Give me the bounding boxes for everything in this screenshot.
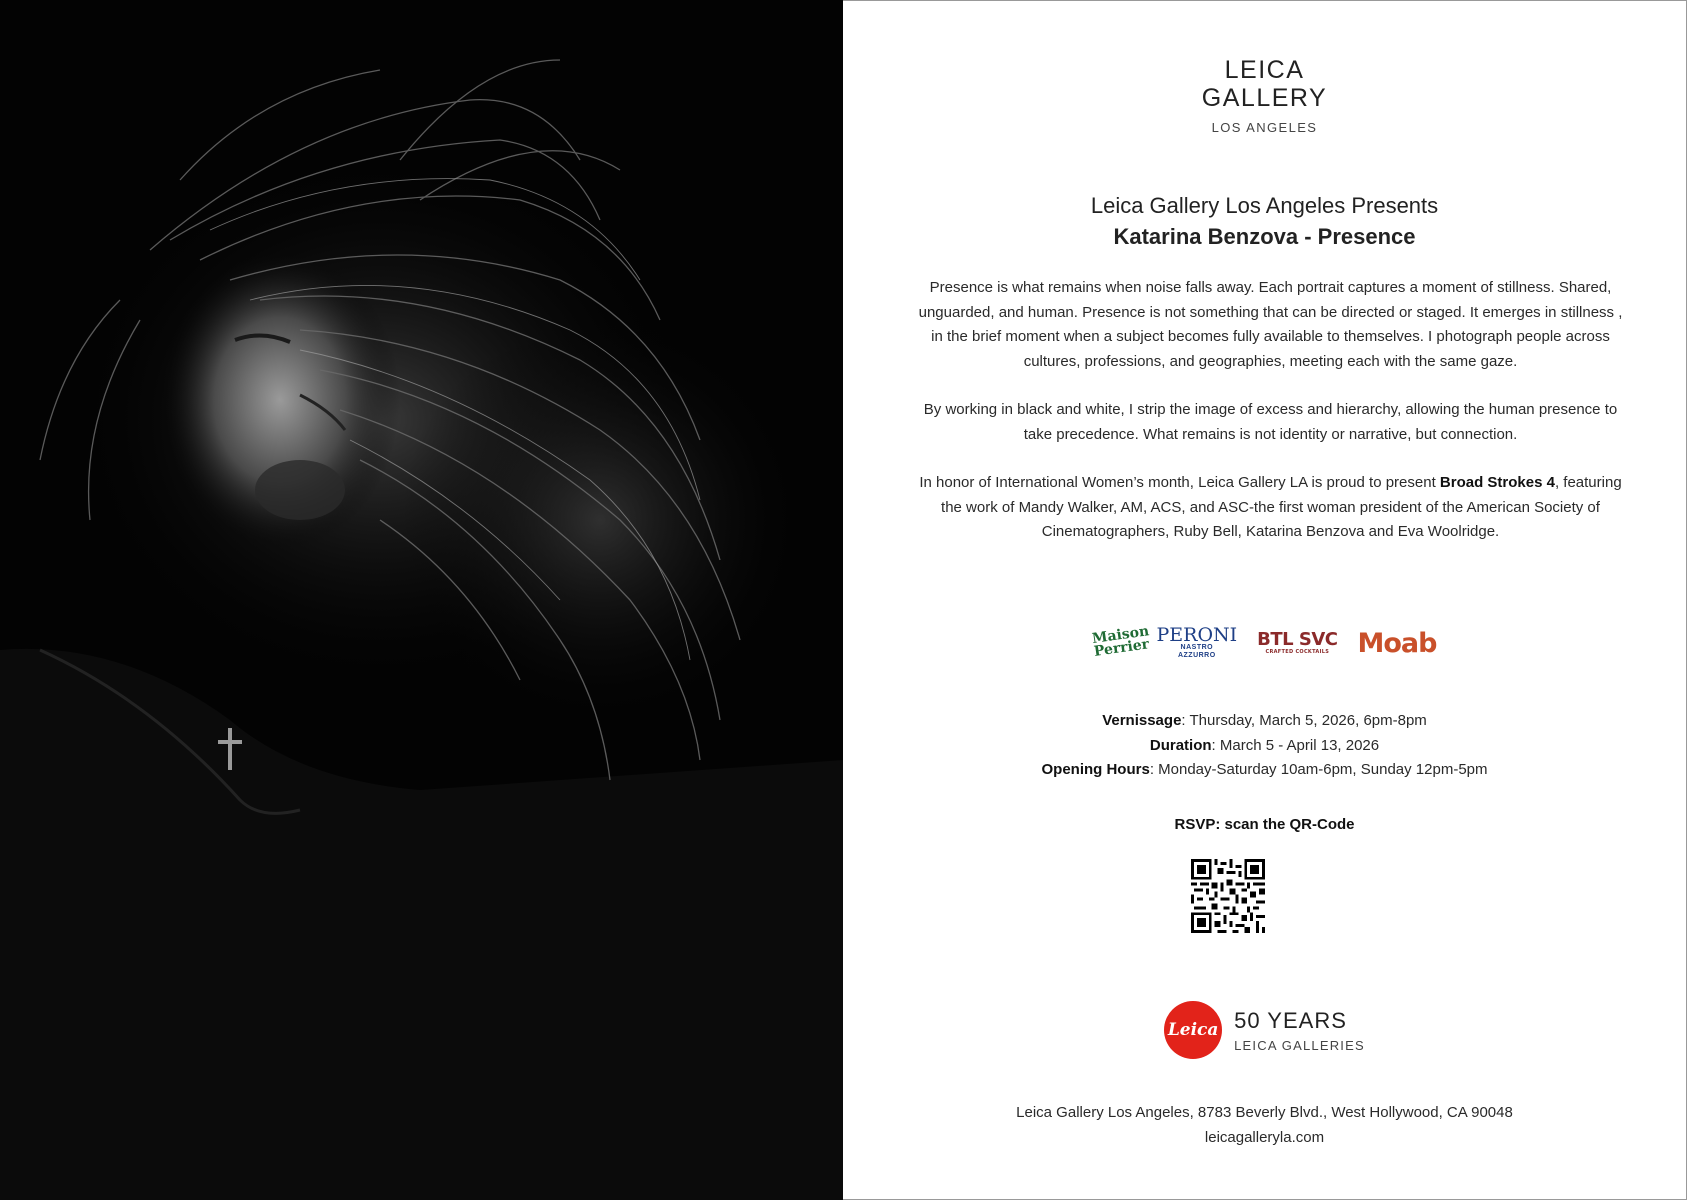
peroni-name: PERONI bbox=[1156, 624, 1238, 646]
fifty-years-badge bbox=[843, 1001, 1686, 1059]
anniversary-sub: LEICA GALLERIES bbox=[1234, 1037, 1365, 1053]
btl-name: BTL SVC bbox=[1257, 629, 1338, 650]
qr-code-icon[interactable] bbox=[1191, 859, 1265, 933]
duration-label: Duration bbox=[1149, 736, 1212, 754]
btl-svc-logo bbox=[1257, 631, 1337, 655]
hours-label: Opening Hours bbox=[1041, 761, 1150, 778]
gallery-address: Leica Gallery Los Angeles, 8783 Beverly Blvd., West Hollywood, CA 90048 bbox=[1016, 1104, 1513, 1121]
leica-logo-icon: Leica bbox=[1164, 1001, 1222, 1059]
portrait-image bbox=[0, 0, 843, 1200]
gallery-website[interactable]: leicagalleryla.com bbox=[1204, 1128, 1325, 1146]
exhibition-title: Katarina Benzova - Presence bbox=[1113, 224, 1416, 249]
brand-city: LOS ANGELES bbox=[1211, 120, 1318, 135]
brand-line-1: LEICA bbox=[1224, 56, 1305, 84]
footer bbox=[843, 1101, 1686, 1150]
hours-value: : Monday-Saturday 10am-6pm, Sunday 12pm-5pm bbox=[1149, 761, 1488, 778]
moab-logo: Moab bbox=[1357, 627, 1437, 659]
duration-value: : March 5 - April 13, 2026 bbox=[1211, 736, 1380, 754]
peroni-logo bbox=[1157, 626, 1238, 660]
brand-line-2: GALLERY bbox=[1201, 84, 1328, 112]
duration-line bbox=[843, 734, 1686, 759]
leica-gallery-logo bbox=[843, 56, 1686, 135]
anniversary-text bbox=[1234, 1008, 1365, 1053]
info-panel bbox=[843, 0, 1687, 1200]
headline bbox=[843, 191, 1686, 253]
anniversary-main: 50 YEARS bbox=[1234, 1007, 1347, 1033]
peroni-sub-1: NASTRO bbox=[1180, 644, 1214, 651]
paragraph-3-intro: In honor of International Women’s month, Leica Gallery LA is proud to present bbox=[919, 474, 1440, 491]
vernissage-line bbox=[843, 709, 1686, 734]
peroni-sub-2: AZZURRO bbox=[1177, 652, 1216, 659]
hours-line bbox=[843, 758, 1686, 783]
description-paragraph-1: Presence is what remains when noise falls away. Each portrait captures a moment of stillness. Shared, unguarded, and human. Presence is not something that can be directed or staged. It emerges in stillness , in the brief moment when a subject becomes fully available to themselves. I photograph people across cultures, professions, and geographies, meeting each with the same gaze. bbox=[918, 279, 1623, 370]
btl-sub: CRAFTED COCKTAILS bbox=[1265, 649, 1330, 655]
vernissage-label: Vernissage bbox=[1102, 712, 1182, 729]
exhibition-description bbox=[913, 276, 1628, 569]
vernissage-value: : Thursday, March 5, 2026, 6pm-8pm bbox=[1181, 712, 1427, 729]
broad-strokes-title: Broad Strokes 4 bbox=[1439, 474, 1555, 491]
event-details bbox=[843, 709, 1686, 783]
description-paragraph-3 bbox=[913, 471, 1628, 545]
rsvp-text: RSVP: scan the QR-Code bbox=[1174, 816, 1355, 833]
presents-line: Leica Gallery Los Angeles Presents bbox=[1090, 193, 1439, 218]
description-paragraph-2: By working in black and white, I strip the image of excess and hierarchy, allowing the human presence to take precedence. What remains is not identity or narrative, but connection. bbox=[923, 401, 1618, 443]
maison-perrier-logo: Maison Perrier bbox=[1090, 623, 1150, 660]
portrait-photo bbox=[0, 0, 843, 1200]
sponsor-logos bbox=[843, 623, 1686, 660]
paragraph-3-rest: , featuring the work of Mandy Walker, AM, ACS, and ASC-the first woman president of the American Society of Cinematographers, Ruby Bell, Katarina Benzova and Eva Woolridge. bbox=[941, 474, 1622, 540]
